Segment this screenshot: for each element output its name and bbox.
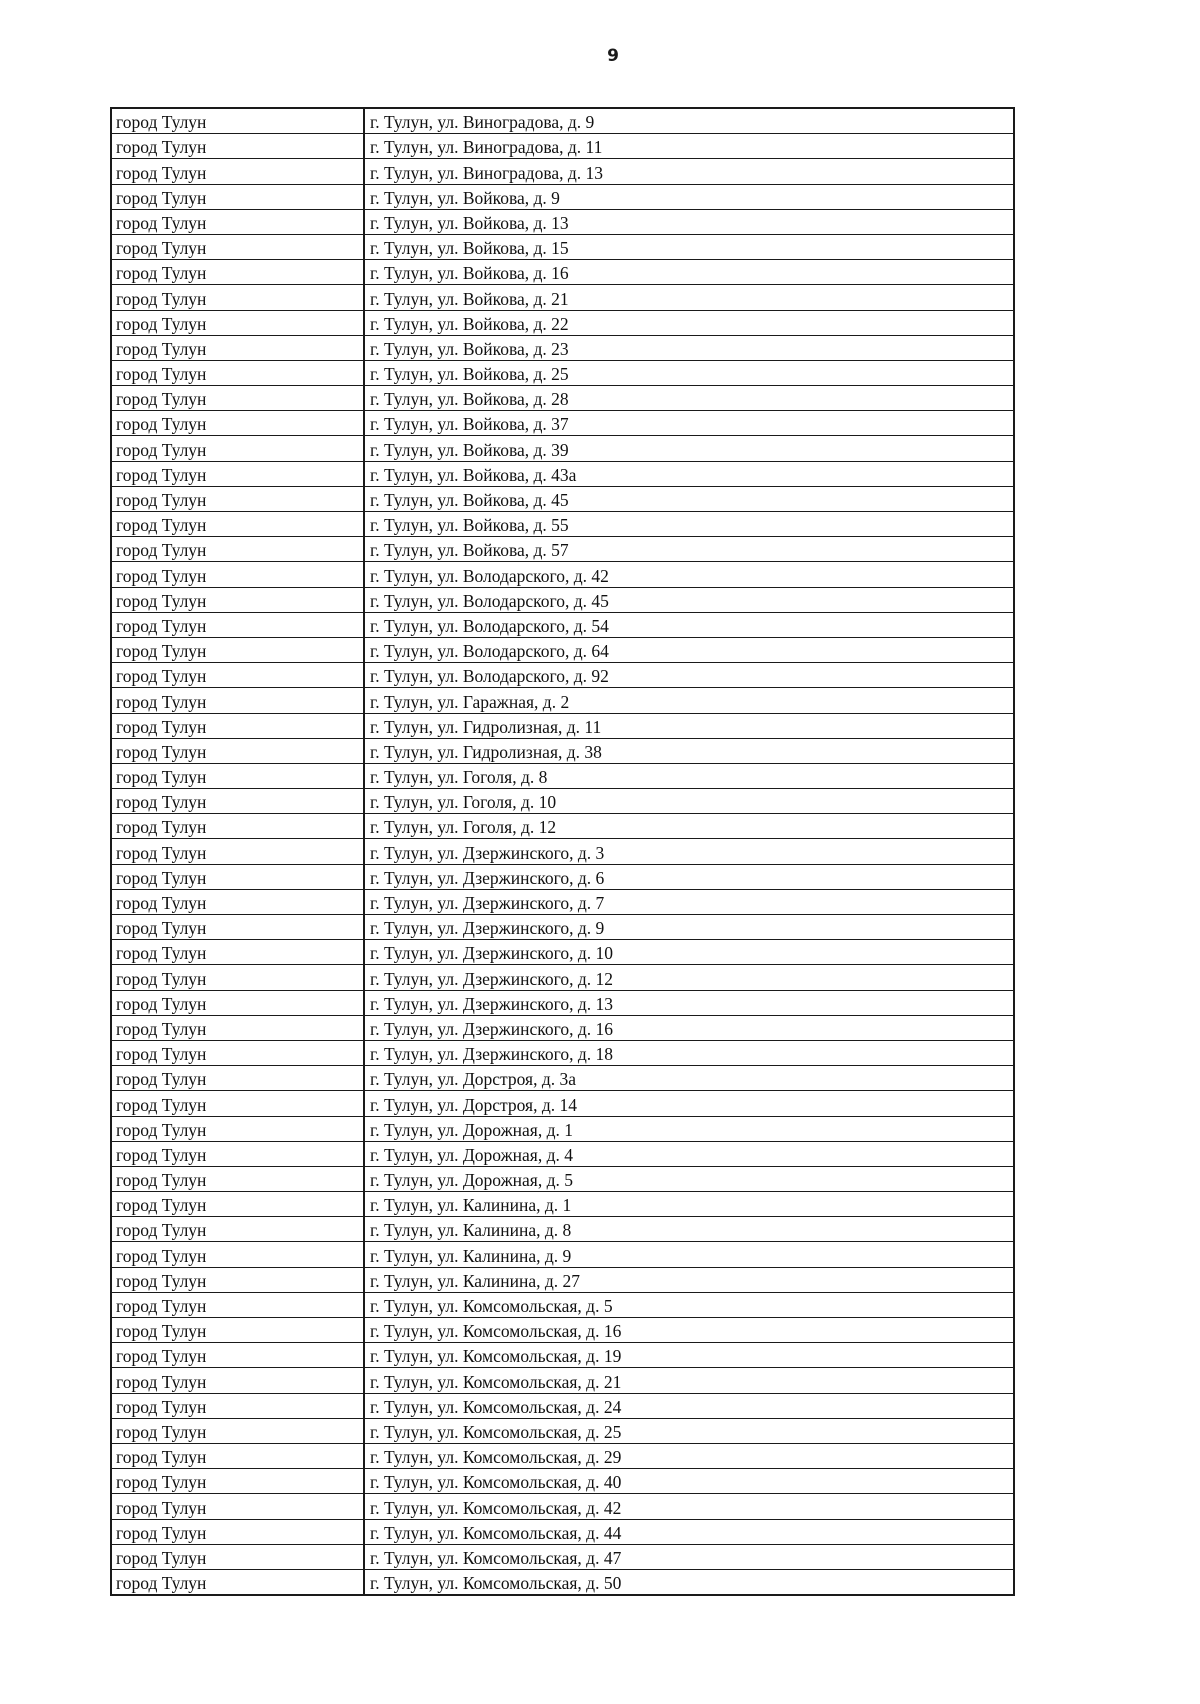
table-row	[111, 940, 1014, 965]
table-row	[111, 512, 1014, 537]
table-row	[111, 1318, 1014, 1343]
city-cell: город Тулун	[111, 1066, 364, 1091]
address-cell: г. Тулун, ул. Гоголя, д. 10	[364, 789, 1014, 814]
table-row	[111, 1368, 1014, 1393]
address-cell: г. Тулун, ул. Войкова, д. 28	[364, 386, 1014, 411]
address-cell: г. Тулун, ул. Виноградова, д. 13	[364, 159, 1014, 184]
city-cell: город Тулун	[111, 108, 364, 134]
address-cell: г. Тулун, ул. Комсомольская, д. 44	[364, 1519, 1014, 1544]
table-row	[111, 411, 1014, 436]
table-row	[111, 1040, 1014, 1065]
table-row	[111, 587, 1014, 612]
table-row	[111, 663, 1014, 688]
city-cell: город Тулун	[111, 1494, 364, 1519]
table-row	[111, 1116, 1014, 1141]
city-cell: город Тулун	[111, 814, 364, 839]
address-cell: г. Тулун, ул. Комсомольская, д. 19	[364, 1343, 1014, 1368]
address-cell: г. Тулун, ул. Комсомольская, д. 47	[364, 1544, 1014, 1569]
table-row	[111, 1141, 1014, 1166]
table-row	[111, 1091, 1014, 1116]
city-cell: город Тулун	[111, 1443, 364, 1468]
address-cell: г. Тулун, ул. Виноградова, д. 11	[364, 134, 1014, 159]
address-cell: г. Тулун, ул. Комсомольская, д. 40	[364, 1469, 1014, 1494]
address-cell: г. Тулун, ул. Гидролизная, д. 38	[364, 738, 1014, 763]
city-cell: город Тулун	[111, 411, 364, 436]
city-cell: город Тулун	[111, 1368, 364, 1393]
table-row	[111, 1469, 1014, 1494]
city-cell: город Тулун	[111, 637, 364, 662]
address-cell: г. Тулун, ул. Комсомольская, д. 21	[364, 1368, 1014, 1393]
city-cell: город Тулун	[111, 738, 364, 763]
address-cell: г. Тулун, ул. Дзержинского, д. 13	[364, 990, 1014, 1015]
address-table	[110, 107, 1015, 1596]
city-cell: город Тулун	[111, 1217, 364, 1242]
address-cell: г. Тулун, ул. Войкова, д. 21	[364, 285, 1014, 310]
address-cell: г. Тулун, ул. Комсомольская, д. 5	[364, 1292, 1014, 1317]
city-cell: город Тулун	[111, 285, 364, 310]
table-row	[111, 335, 1014, 360]
address-cell: г. Тулун, ул. Дорстроя, д. 3а	[364, 1066, 1014, 1091]
city-cell: город Тулун	[111, 1091, 364, 1116]
address-cell: г. Тулун, ул. Войкова, д. 37	[364, 411, 1014, 436]
address-cell: г. Тулун, ул. Войкова, д. 16	[364, 260, 1014, 285]
table-row	[111, 184, 1014, 209]
address-cell: г. Тулун, ул. Дзержинского, д. 7	[364, 889, 1014, 914]
address-cell: г. Тулун, ул. Дзержинского, д. 12	[364, 965, 1014, 990]
table-row	[111, 763, 1014, 788]
city-cell: город Тулун	[111, 335, 364, 360]
city-cell: город Тулун	[111, 864, 364, 889]
address-cell: г. Тулун, ул. Комсомольская, д. 24	[364, 1393, 1014, 1418]
table-row	[111, 562, 1014, 587]
city-cell: город Тулун	[111, 1242, 364, 1267]
address-cell: г. Тулун, ул. Калинина, д. 9	[364, 1242, 1014, 1267]
address-cell: г. Тулун, ул. Дорстроя, д. 14	[364, 1091, 1014, 1116]
address-cell: г. Тулун, ул. Комсомольская, д. 16	[364, 1318, 1014, 1343]
table-row	[111, 1343, 1014, 1368]
city-cell: город Тулун	[111, 663, 364, 688]
city-cell: город Тулун	[111, 1267, 364, 1292]
city-cell: город Тулун	[111, 234, 364, 259]
address-cell: г. Тулун, ул. Войкова, д. 39	[364, 436, 1014, 461]
city-cell: город Тулун	[111, 386, 364, 411]
city-cell: город Тулун	[111, 990, 364, 1015]
table-row	[111, 1418, 1014, 1443]
table-row	[111, 1192, 1014, 1217]
address-cell: г. Тулун, ул. Гоголя, д. 12	[364, 814, 1014, 839]
table-row	[111, 789, 1014, 814]
table-row	[111, 436, 1014, 461]
address-cell: г. Тулун, ул. Гаражная, д. 2	[364, 688, 1014, 713]
table-row	[111, 814, 1014, 839]
table-row	[111, 965, 1014, 990]
address-cell: г. Тулун, ул. Володарского, д. 54	[364, 612, 1014, 637]
page-number: 9	[607, 46, 619, 66]
table-row	[111, 209, 1014, 234]
city-cell: город Тулун	[111, 1166, 364, 1191]
city-cell: город Тулун	[111, 562, 364, 587]
table-row	[111, 1443, 1014, 1468]
address-cell: г. Тулун, ул. Войкова, д. 25	[364, 360, 1014, 385]
city-cell: город Тулун	[111, 209, 364, 234]
table-row	[111, 738, 1014, 763]
city-cell: город Тулун	[111, 713, 364, 738]
table-row	[111, 386, 1014, 411]
address-cell: г. Тулун, ул. Гоголя, д. 8	[364, 763, 1014, 788]
address-table-body	[111, 108, 1014, 1595]
city-cell: город Тулун	[111, 1343, 364, 1368]
table-row	[111, 1393, 1014, 1418]
table-row	[111, 1166, 1014, 1191]
address-cell: г. Тулун, ул. Войкова, д. 9	[364, 184, 1014, 209]
table-row	[111, 864, 1014, 889]
address-cell: г. Тулун, ул. Дзержинского, д. 16	[364, 1015, 1014, 1040]
table-row	[111, 1015, 1014, 1040]
city-cell: город Тулун	[111, 965, 364, 990]
table-row	[111, 108, 1014, 134]
table-row	[111, 1242, 1014, 1267]
address-cell: г. Тулун, ул. Дорожная, д. 4	[364, 1141, 1014, 1166]
address-cell: г. Тулун, ул. Калинина, д. 27	[364, 1267, 1014, 1292]
city-cell: город Тулун	[111, 612, 364, 637]
table-row	[111, 637, 1014, 662]
address-cell: г. Тулун, ул. Войкова, д. 43а	[364, 461, 1014, 486]
address-cell: г. Тулун, ул. Дзержинского, д. 6	[364, 864, 1014, 889]
city-cell: город Тулун	[111, 134, 364, 159]
city-cell: город Тулун	[111, 1544, 364, 1569]
table-row	[111, 134, 1014, 159]
address-cell: г. Тулун, ул. Дзержинского, д. 3	[364, 839, 1014, 864]
city-cell: город Тулун	[111, 1569, 364, 1595]
table-row	[111, 285, 1014, 310]
city-cell: город Тулун	[111, 1393, 364, 1418]
address-cell: г. Тулун, ул. Виноградова, д. 9	[364, 108, 1014, 134]
address-cell: г. Тулун, ул. Калинина, д. 1	[364, 1192, 1014, 1217]
table-row	[111, 1494, 1014, 1519]
city-cell: город Тулун	[111, 763, 364, 788]
city-cell: город Тулун	[111, 260, 364, 285]
table-row	[111, 1519, 1014, 1544]
city-cell: город Тулун	[111, 184, 364, 209]
address-cell: г. Тулун, ул. Дорожная, д. 5	[364, 1166, 1014, 1191]
address-cell: г. Тулун, ул. Комсомольская, д. 25	[364, 1418, 1014, 1443]
table-row	[111, 260, 1014, 285]
address-cell: г. Тулун, ул. Дзержинского, д. 18	[364, 1040, 1014, 1065]
table-row	[111, 1292, 1014, 1317]
city-cell: город Тулун	[111, 1015, 364, 1040]
table-row	[111, 159, 1014, 184]
table-row	[111, 234, 1014, 259]
address-cell: г. Тулун, ул. Комсомольская, д. 29	[364, 1443, 1014, 1468]
city-cell: город Тулун	[111, 889, 364, 914]
address-cell: г. Тулун, ул. Комсомольская, д. 42	[364, 1494, 1014, 1519]
table-row	[111, 537, 1014, 562]
table-row	[111, 688, 1014, 713]
city-cell: город Тулун	[111, 461, 364, 486]
table-row	[111, 713, 1014, 738]
table-row	[111, 1217, 1014, 1242]
city-cell: город Тулун	[111, 512, 364, 537]
address-cell: г. Тулун, ул. Войкова, д. 45	[364, 486, 1014, 511]
city-cell: город Тулун	[111, 159, 364, 184]
city-cell: город Тулун	[111, 537, 364, 562]
city-cell: город Тулун	[111, 1519, 364, 1544]
table-row	[111, 612, 1014, 637]
city-cell: город Тулун	[111, 1418, 364, 1443]
city-cell: город Тулун	[111, 688, 364, 713]
city-cell: город Тулун	[111, 1116, 364, 1141]
table-row	[111, 360, 1014, 385]
city-cell: город Тулун	[111, 789, 364, 814]
address-cell: г. Тулун, ул. Комсомольская, д. 50	[364, 1569, 1014, 1595]
address-cell: г. Тулун, ул. Калинина, д. 8	[364, 1217, 1014, 1242]
table-row	[111, 310, 1014, 335]
city-cell: город Тулун	[111, 839, 364, 864]
address-cell: г. Тулун, ул. Володарского, д. 42	[364, 562, 1014, 587]
address-cell: г. Тулун, ул. Володарского, д. 64	[364, 637, 1014, 662]
address-cell: г. Тулун, ул. Дзержинского, д. 10	[364, 940, 1014, 965]
table-row	[111, 915, 1014, 940]
city-cell: город Тулун	[111, 1141, 364, 1166]
city-cell: город Тулун	[111, 436, 364, 461]
city-cell: город Тулун	[111, 940, 364, 965]
city-cell: город Тулун	[111, 1192, 364, 1217]
city-cell: город Тулун	[111, 360, 364, 385]
table-row	[111, 461, 1014, 486]
address-cell: г. Тулун, ул. Войкова, д. 13	[364, 209, 1014, 234]
address-cell: г. Тулун, ул. Володарского, д. 45	[364, 587, 1014, 612]
city-cell: город Тулун	[111, 587, 364, 612]
city-cell: город Тулун	[111, 1318, 364, 1343]
address-cell: г. Тулун, ул. Дорожная, д. 1	[364, 1116, 1014, 1141]
address-cell: г. Тулун, ул. Гидролизная, д. 11	[364, 713, 1014, 738]
city-cell: город Тулун	[111, 915, 364, 940]
city-cell: город Тулун	[111, 310, 364, 335]
table-row	[111, 990, 1014, 1015]
table-row	[111, 1544, 1014, 1569]
table-row	[111, 1066, 1014, 1091]
address-cell: г. Тулун, ул. Войкова, д. 57	[364, 537, 1014, 562]
table-row	[111, 1569, 1014, 1595]
table-row	[111, 486, 1014, 511]
address-cell: г. Тулун, ул. Войкова, д. 23	[364, 335, 1014, 360]
address-cell: г. Тулун, ул. Володарского, д. 92	[364, 663, 1014, 688]
address-cell: г. Тулун, ул. Дзержинского, д. 9	[364, 915, 1014, 940]
table-row	[111, 889, 1014, 914]
city-cell: город Тулун	[111, 1469, 364, 1494]
address-cell: г. Тулун, ул. Войкова, д. 55	[364, 512, 1014, 537]
address-cell: г. Тулун, ул. Войкова, д. 15	[364, 234, 1014, 259]
city-cell: город Тулун	[111, 486, 364, 511]
table-row	[111, 1267, 1014, 1292]
table-row	[111, 839, 1014, 864]
city-cell: город Тулун	[111, 1040, 364, 1065]
city-cell: город Тулун	[111, 1292, 364, 1317]
address-cell: г. Тулун, ул. Войкова, д. 22	[364, 310, 1014, 335]
